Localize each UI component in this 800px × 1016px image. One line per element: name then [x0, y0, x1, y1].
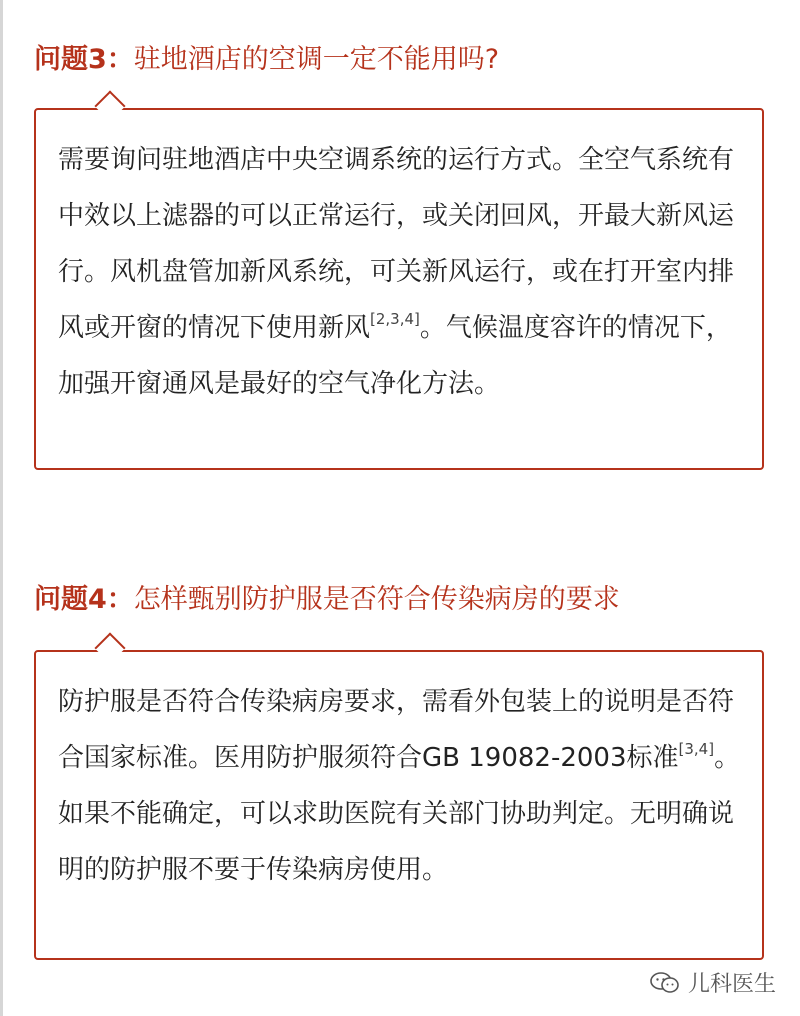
answer-4-reference: [3,4]	[678, 740, 715, 758]
question-3-answer-box	[34, 108, 764, 470]
left-edge-rule	[0, 0, 3, 1016]
speech-notch	[94, 632, 125, 663]
question-3-heading	[34, 42, 499, 78]
question-4-label: 问题4：	[34, 584, 134, 615]
watermark-text: 儿科医生	[687, 972, 776, 997]
question-4-title: 怎样甄别防护服是否符合传染病房的要求	[133, 584, 620, 615]
question-3-answer	[58, 132, 744, 412]
wechat-icon	[650, 972, 680, 994]
question-3-label: 问题3：	[34, 44, 134, 75]
question-4-answer	[58, 674, 744, 898]
source-watermark	[650, 967, 776, 998]
question-4-answer-box	[34, 650, 764, 960]
answer-3-text-part2: 。气候温度容许的情况下，加强开窗通风是最好的空气净化方法。	[58, 313, 732, 399]
answer-4-text-part2: 。如果不能确定，可以求助医院有关部门协助判定。无明确说明的防护服不要于传染病房使用。	[58, 743, 741, 885]
speech-notch	[94, 90, 125, 121]
answer-3-reference: [2,3,4]	[370, 310, 420, 328]
answer-4-text-part1: 防护服是否符合传染病房要求，需看外包装上的说明是否符合国家标准。医用防护服须符合GB 19082-2003标准	[58, 687, 735, 773]
answer-3-text-part1: 需要询问驻地酒店中央空调系统的运行方式。全空气系统有中效以上滤器的可以正常运行，或关闭回风，开最大新风运行。风机盘管加新风系统，可关新风运行，或在打开室内排风或开窗的情况下使用新风	[58, 145, 735, 343]
question-4-heading	[34, 582, 620, 618]
question-3-title: 驻地酒店的空调一定不能用吗?	[133, 44, 500, 75]
